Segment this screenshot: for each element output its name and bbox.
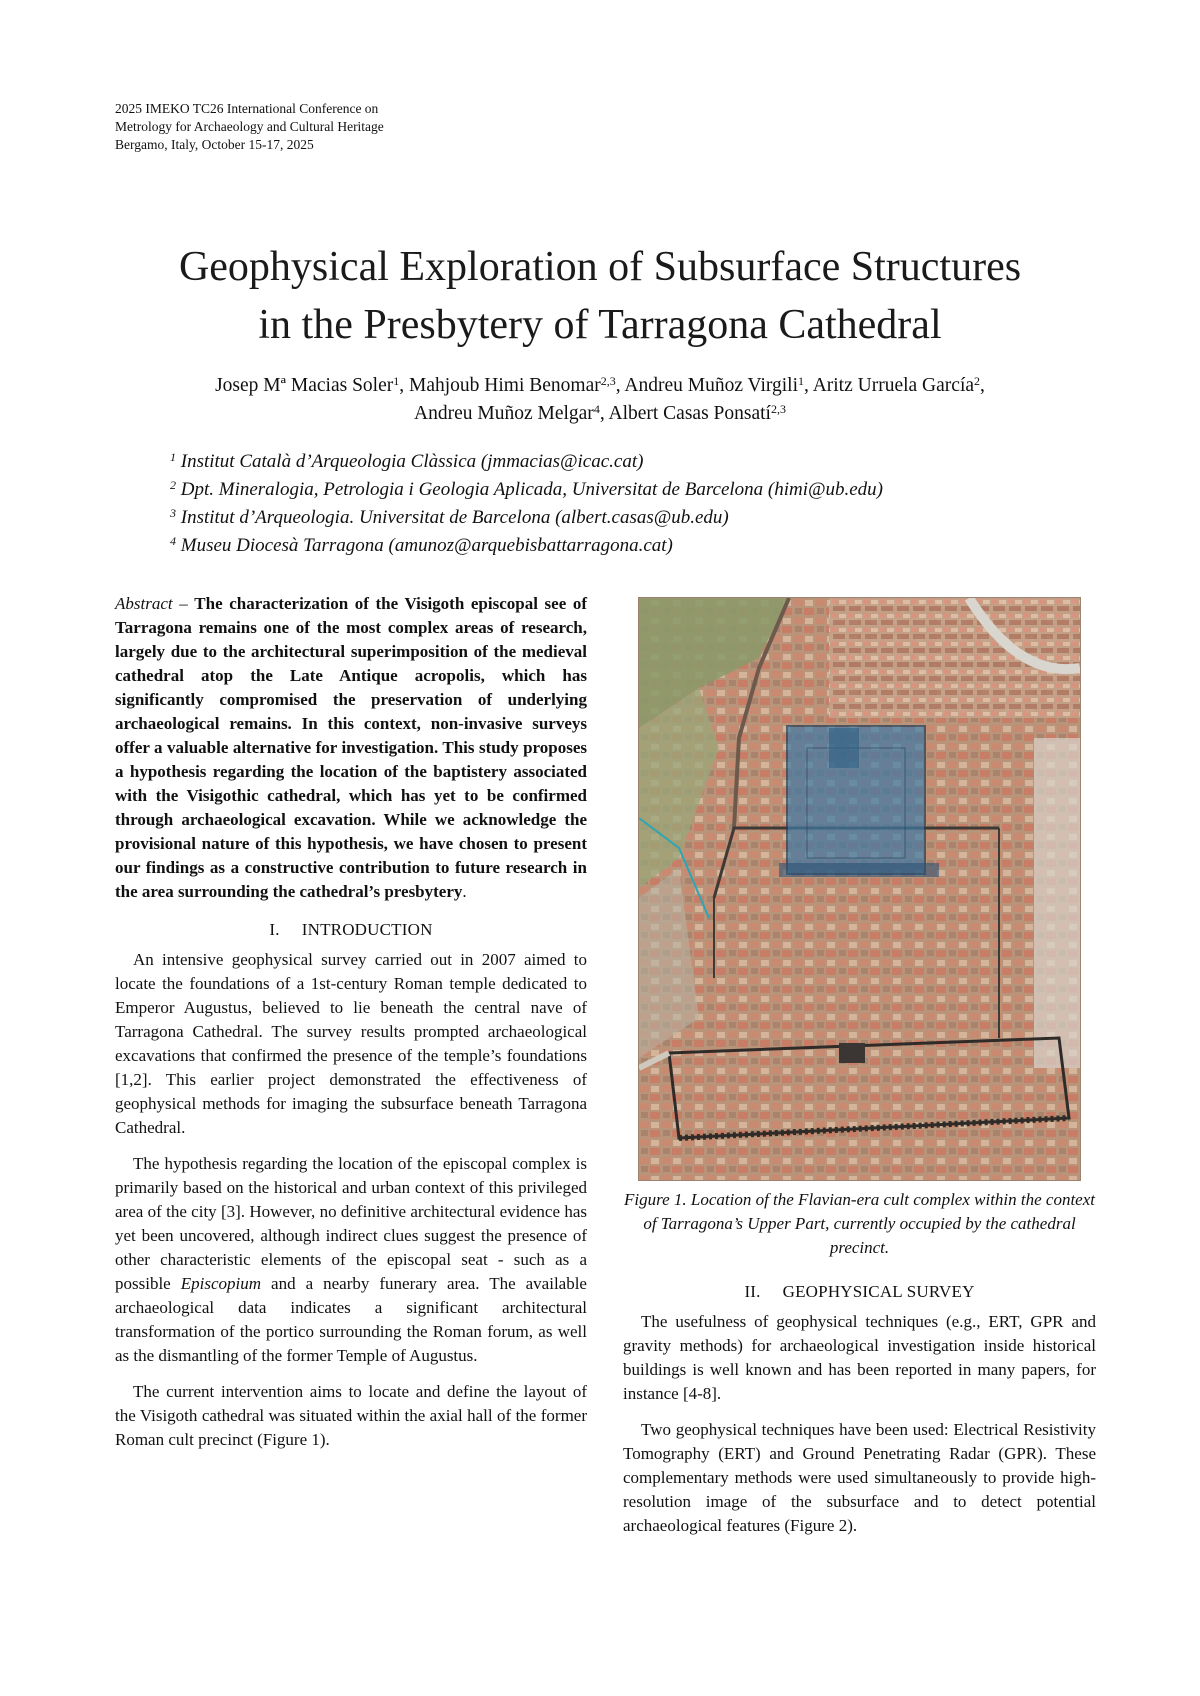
author-affil-marker: 4	[593, 402, 600, 416]
author-affil-marker: 1	[798, 374, 805, 388]
affiliation-item	[170, 532, 883, 560]
section-number: I.	[269, 920, 280, 939]
author-affil-marker: 2,3	[770, 402, 786, 416]
author-name: , Albert Casas Ponsatí	[599, 403, 771, 424]
author-name: , Aritz Urruela García	[804, 375, 975, 396]
section-heading-introduction	[115, 918, 587, 942]
abstract-dash: –	[172, 594, 195, 613]
paragraph-text: The hypothesis regarding the location of the episcopal complex is primarily based on the historical and urban context of this privileged area of the city [3]. However, no definitive architectural evidence has yet been uncovered, although indirect clues suggest the presence of other characteristic elements of the episcopal seat - such as a possible	[115, 1154, 587, 1293]
author-name: Andreu Muñoz Melgar	[414, 403, 594, 424]
affiliation-number: 1	[170, 450, 176, 464]
section-title: GEOPHYSICAL SURVEY	[782, 1282, 975, 1301]
paragraph: An intensive geophysical survey carried out in 2007 aimed to locate the foundations of a 1st-century Roman temple dedicated to Emperor Augustus, believed to lie beneath the central nave of Tarragona Cathedral. The survey results prompted archaeological excavations that confirmed the presence of the temple’s foundations [1,2]. This earlier project demonstrated the effectiveness of geophysical methods for imaging the subsurface beneath Tarragona Cathedral.	[115, 950, 587, 1137]
author-separator: ,	[980, 375, 985, 396]
conference-header	[115, 100, 384, 154]
abstract-text: The characterization of the Visigoth episcopal see of Tarragona remains one of the most complex areas of research, largely due to the architectural superimposition of the medieval cathedral atop the Late Antique acropolis, which has significantly compromised the preservation of underlying archaeological remains. In this context, non-invasive surveys offer a valuable alternative for investigation. This study proposes a hypothesis regarding the location of the baptistery associated with the Visigothic cathedral, which has yet to be confirmed through archaeological excavation. While we acknowledge the provisional nature of this hypothesis, we have chosen to present our findings as a constructive contribution to future research in the area surrounding the cathedral’s presbytery	[115, 594, 587, 901]
author-affil-marker: 2,3	[600, 374, 616, 388]
affiliation-number: 3	[170, 506, 176, 520]
affiliation-item	[170, 504, 883, 532]
affiliation-text: Dpt. Mineralogia, Petrologia i Geologia Aplicada, Universitat de Barcelona (himi@ub.edu)	[176, 479, 884, 500]
paragraph: Two geophysical techniques have been used: Electrical Resistivity Tomography (ERT) and Ground Penetrating Radar (GPR). These complementary methods were used simultaneously to provide high-resolution image of the subsurface and to detect potential archaeological features (Figure 2).	[623, 1420, 1096, 1535]
section-title: INTRODUCTION	[301, 920, 433, 939]
paper-title	[60, 238, 1140, 354]
author-affil-marker: 1	[393, 374, 400, 388]
affiliation-text: Institut d’Arqueologia. Universitat de Barcelona (albert.casas@ub.edu)	[176, 507, 729, 528]
affiliation-number: 4	[170, 534, 176, 548]
author-name: , Mahjoub Himi Benomar	[399, 375, 601, 396]
section-heading-geophysical-survey	[623, 1280, 1096, 1304]
figure-1-caption: Figure 1. Location of the Flavian-era cult complex within the context of Tarragona’s Upper Part, currently occupied by the cathedral precinct.	[623, 1190, 1095, 1257]
abstract	[115, 592, 587, 904]
title-line-2: in the Presbytery of Tarragona Cathedral	[258, 302, 942, 348]
paragraph	[115, 1152, 587, 1368]
author-affil-marker: 2	[974, 374, 981, 388]
affiliation-list	[170, 448, 883, 560]
figure-1-aerial-map	[638, 597, 1081, 1181]
author-name: Josep Mª Macias Soler	[215, 375, 394, 396]
paragraph: The usefulness of geophysical techniques (e.g., ERT, GPR and gravity methods) for archaeological investigation inside historical buildings is well known and has been reported in many papers, for instance [4-8].	[623, 1312, 1096, 1403]
author-list	[60, 372, 1140, 428]
affiliation-number: 2	[170, 478, 176, 492]
conference-line-3: Bergamo, Italy, October 15-17, 2025	[115, 137, 314, 152]
section-number: II.	[744, 1282, 761, 1301]
right-column	[623, 1280, 1096, 1550]
affiliation-item	[170, 476, 883, 504]
aerial-map-image	[639, 598, 1080, 1180]
affiliation-text: Institut Català d’Arqueologia Clàssica (jmmacias@icac.cat)	[176, 451, 644, 472]
conference-line-1: 2025 IMEKO TC26 International Conference on	[115, 101, 379, 116]
left-column	[115, 592, 587, 1464]
conference-line-2: Metrology for Archaeology and Cultural Heritage	[115, 119, 384, 134]
paragraph: The current intervention aims to locate and define the layout of the Visigoth cathedral was situated within the axial hall of the former Roman cult precinct (Figure 1).	[115, 1382, 587, 1449]
emphasis-text: Episcopium	[180, 1274, 262, 1293]
abstract-label: Abstract	[115, 594, 173, 613]
abstract-end: .	[462, 882, 467, 901]
affiliation-text: Museu Diocesà Tarragona (amunoz@arquebisbattarragona.cat)	[176, 535, 673, 556]
author-name: , Andreu Muñoz Virgili	[615, 375, 799, 396]
title-line-1: Geophysical Exploration of Subsurface Structures	[178, 244, 1022, 290]
affiliation-item	[170, 448, 883, 476]
paragraph-text: and a nearby funerary area. The available archaeological data indicates a significant architectural transformation of the portico surrounding the Roman forum, as well as the dismantling of the former Temple of Augustus.	[115, 1274, 587, 1365]
